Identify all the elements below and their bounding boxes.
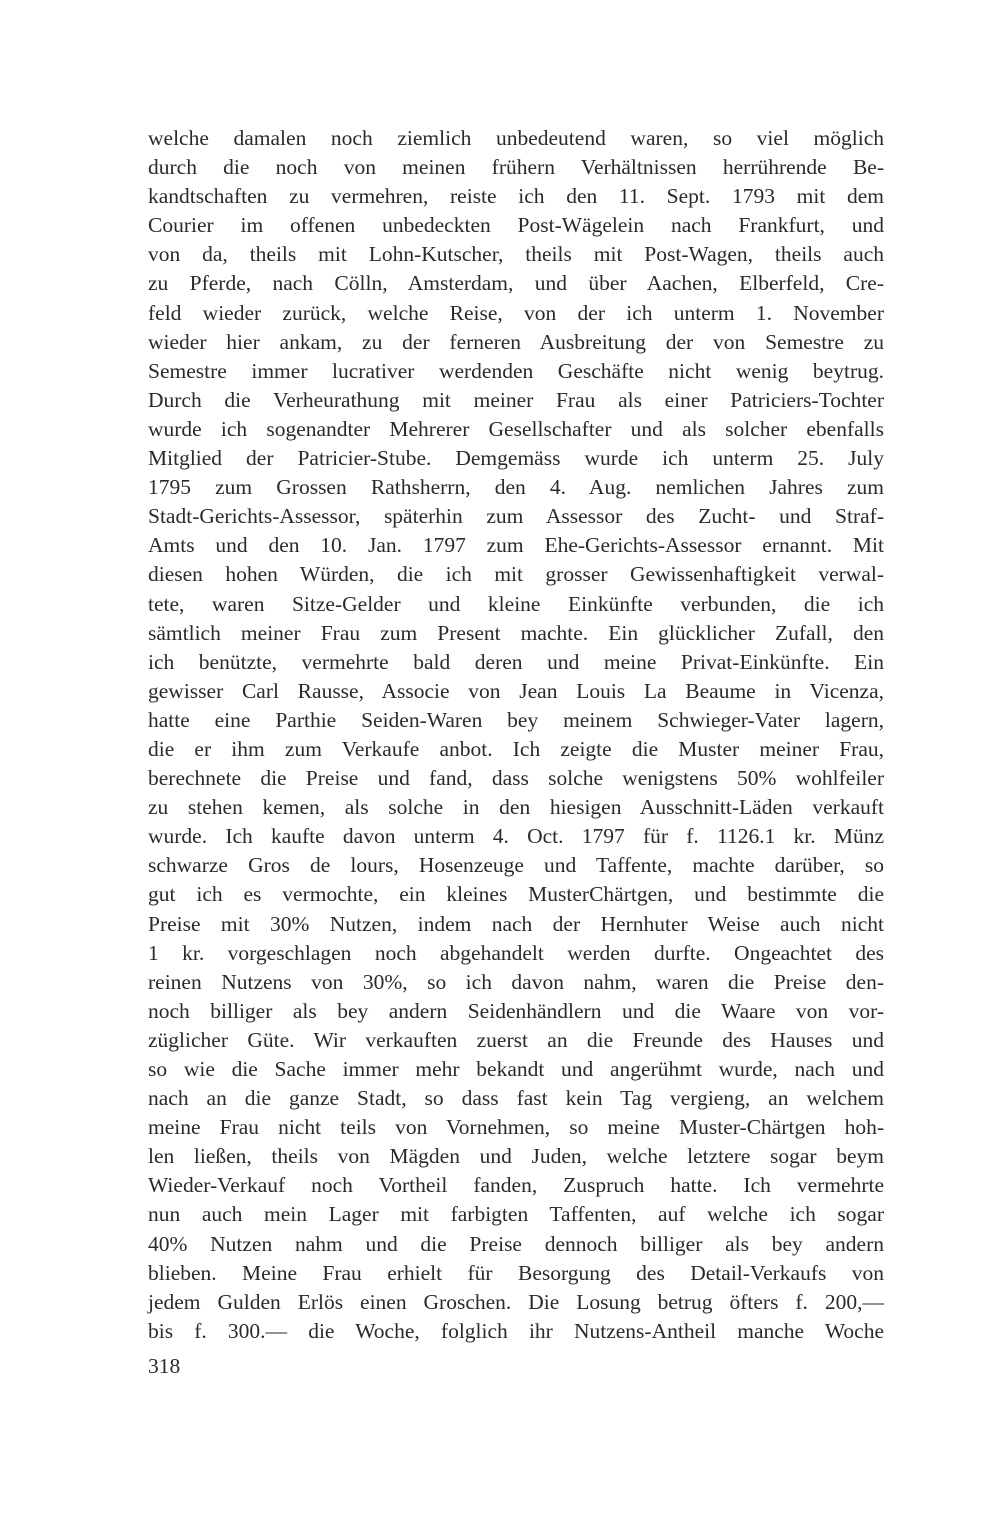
- page-number: 318: [148, 1354, 181, 1378]
- text-line: sämtlich meiner Frau zum Present machte. Ein glücklicher Zufall, den: [148, 620, 884, 645]
- text-line: gewisser Carl Rausse, Associe von Jean Louis La Beaume in Vicenza,: [148, 678, 884, 703]
- text-line: welche damalen noch ziemlich unbedeutend waren, so viel möglich: [148, 126, 884, 150]
- text-line: 1795 zum Grossen Rathsherrn, den 4. Aug. nemlichen Jahres zum: [148, 475, 884, 500]
- text-line: berechnete die Preise und fand, dass solche wenigstens 50% wohlfeiler: [148, 766, 884, 791]
- text-line: feld wieder zurück, welche Reise, von der ich unterm 1. November: [148, 300, 884, 325]
- text-line: nach an die ganze Stadt, so dass fast kein Tag vergieng, an welchem: [148, 1086, 884, 1111]
- text-line: nun auch mein Lager mit farbigten Taffenten, auf welche ich sogar: [148, 1202, 884, 1227]
- text-line: Stadt-Gerichts-Assessor, späterhin zum Assessor des Zucht- und Straf-: [148, 504, 884, 529]
- text-line: Durch die Verheurathung mit meiner Frau als einer Patriciers-Tochter: [148, 387, 884, 412]
- text-line: durch die noch von meinen frühern Verhältnissen herrührende Be-: [148, 155, 884, 180]
- text-line: blieben. Meine Frau erhielt für Besorgung des Detail-Verkaufs von: [148, 1260, 884, 1285]
- body-text: [148, 124, 884, 1346]
- text-line: von da, theils mit Lohn-Kutscher, theils mit Post-Wagen, theils auch: [148, 242, 884, 267]
- text-line: Semestre immer lucrativer werdenden Geschäfte nicht wenig beytrug.: [148, 358, 884, 383]
- text-line: wieder hier ankam, zu der ferneren Ausbreitung der von Semestre zu: [148, 329, 884, 354]
- text-line: 40% Nutzen nahm und die Preise dennoch billiger als bey andern: [148, 1231, 884, 1256]
- text-line: len ließen, theils von Mägden und Juden, welche letztere sogar beym: [148, 1144, 884, 1169]
- text-line: kandtschaften zu vermehren, reiste ich den 11. Sept. 1793 mit dem: [148, 184, 884, 209]
- text-line: jedem Gulden Erlös einen Groschen. Die Losung betrug öfters f. 200,—: [148, 1289, 884, 1314]
- text-line: Courier im offenen unbedeckten Post-Wägelein nach Frankfurt, und: [148, 213, 884, 238]
- text-line: meine Frau nicht teils von Vornehmen, so meine Muster-Chärtgen hoh-: [148, 1115, 884, 1140]
- text-line: so wie die Sache immer mehr bekandt und angerühmt wurde, nach und: [148, 1057, 884, 1081]
- text-line: gut ich es vermochte, ein kleines MusterChärtgen, und bestimmte die: [148, 882, 884, 907]
- text-line: Mitglied der Patricier-Stube. Demgemäss wurde ich unterm 25. July: [148, 446, 884, 471]
- text-line: wurde ich sogenandter Mehrerer Gesellschafter und als solcher ebenfalls: [148, 416, 884, 441]
- text-line: bis f. 300.— die Woche, folglich ihr Nutzens-Antheil manche Woche: [148, 1318, 884, 1343]
- text-line: reinen Nutzens von 30%, so ich davon nahm, waren die Preise den-: [148, 969, 884, 994]
- text-line: 1 kr. vorgeschlagen noch abgehandelt werden durfte. Ongeachtet des: [148, 940, 884, 965]
- text-line: schwarze Gros de lours, Hosenzeuge und Taffente, machte darüber, so: [148, 853, 884, 878]
- text-line: züglicher Güte. Wir verkauften zuerst an die Freunde des Hauses und: [148, 1027, 884, 1052]
- text-line: diesen hohen Würden, die ich mit grosser Gewissenhaftigkeit verwal-: [148, 562, 884, 587]
- text-line: wurde. Ich kaufte davon unterm 4. Oct. 1797 für f. 1126.1 kr. Münz: [148, 824, 884, 849]
- text-line: ich benützte, vermehrte bald deren und meine Privat-Einkünfte. Ein: [148, 649, 884, 674]
- text-line: hatte eine Parthie Seiden-Waren bey meinem Schwieger-Vater lagern,: [148, 707, 884, 732]
- text-line: die er ihm zum Verkaufe anbot. Ich zeigte die Muster meiner Frau,: [148, 736, 884, 761]
- text-line: zu stehen kemen, als solche in den hiesigen Ausschnitt-Läden verkauft: [148, 795, 884, 820]
- text-line: Preise mit 30% Nutzen, indem nach der Hernhuter Weise auch nicht: [148, 911, 884, 936]
- text-line: Wieder-Verkauf noch Vortheil fanden, Zuspruch hatte. Ich vermehrte: [148, 1173, 884, 1198]
- text-line: noch billiger als bey andern Seidenhändlern und die Waare von vor-: [148, 998, 884, 1023]
- text-line: zu Pferde, nach Cölln, Amsterdam, und über Aachen, Elberfeld, Cre-: [148, 271, 884, 296]
- text-line: tete, waren Sitze-Gelder und kleine Einkünfte verbunden, die ich: [148, 591, 884, 616]
- text-line: Amts und den 10. Jan. 1797 zum Ehe-Gerichts-Assessor ernannt. Mit: [148, 533, 884, 558]
